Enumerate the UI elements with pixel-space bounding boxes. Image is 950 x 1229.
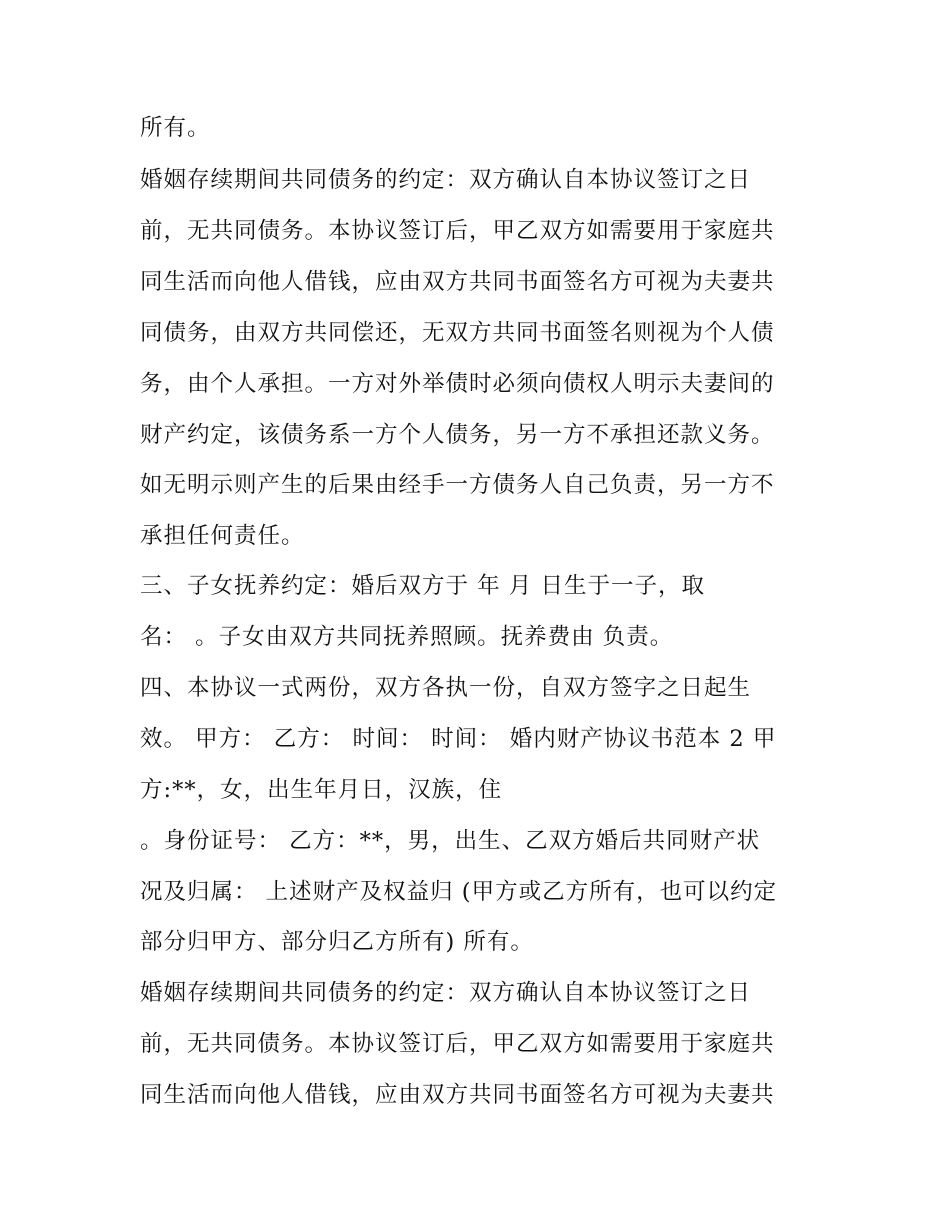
text-line: 婚姻存续期间共同债务的约定：双方确认自本协议签订之日	[140, 980, 752, 1006]
text-line: 四、本协议一式两份，双方各执一份，自双方签字之日起生	[140, 675, 752, 701]
text-line: 。身份证号： 乙方：**，男，出生、乙双方婚后共同财产状	[140, 828, 761, 854]
text-line: 婚姻存续期间共同债务的约定：双方确认自本协议签订之日	[140, 167, 752, 193]
text-line: 同生活而向他人借钱，应由双方共同书面签名方可视为夫妻共	[140, 1082, 775, 1108]
text-line: 前，无共同债务。本协议签订后，甲乙双方如需要用于家庭共	[140, 1031, 775, 1057]
text-line: 前，无共同债务。本协议签订后，甲乙双方如需要用于家庭共	[140, 218, 775, 244]
text-line: 同生活而向他人借钱，应由双方共同书面签名方可视为夫妻共	[140, 269, 775, 295]
text-line: 效。 甲方： 乙方： 时间： 时间： 婚内财产协议书范本 2 甲	[140, 726, 777, 752]
text-line: 务，由个人承担。一方对外举债时必须向债权人明示夫妻间的	[140, 371, 775, 397]
text-line: 况及归属： 上述财产及权益归 (甲方或乙方所有，也可以约定	[140, 879, 778, 905]
text-line: 所有。	[140, 115, 211, 141]
text-line: 名： 。子女由双方共同抚养照顾。抚养费由 负责。	[140, 624, 674, 650]
text-line: 如无明示则产生的后果由经手一方债务人自己负责，另一方不	[140, 472, 775, 498]
text-line: 同债务，由双方共同偿还，无双方共同书面签名则视为个人债	[140, 320, 775, 346]
text-line: 部分归甲方、部分归乙方所有) 所有。	[140, 929, 534, 955]
text-line: 承担任何责任。	[140, 523, 305, 549]
text-line: 三、子女抚养约定：婚后双方于 年 月 日生于一子，取	[140, 573, 705, 599]
text-line: 方:**，女，出生年月日，汉族，住	[140, 777, 503, 803]
text-line: 财产约定，该债务系一方个人债务，另一方不承担还款义务。	[140, 422, 775, 448]
